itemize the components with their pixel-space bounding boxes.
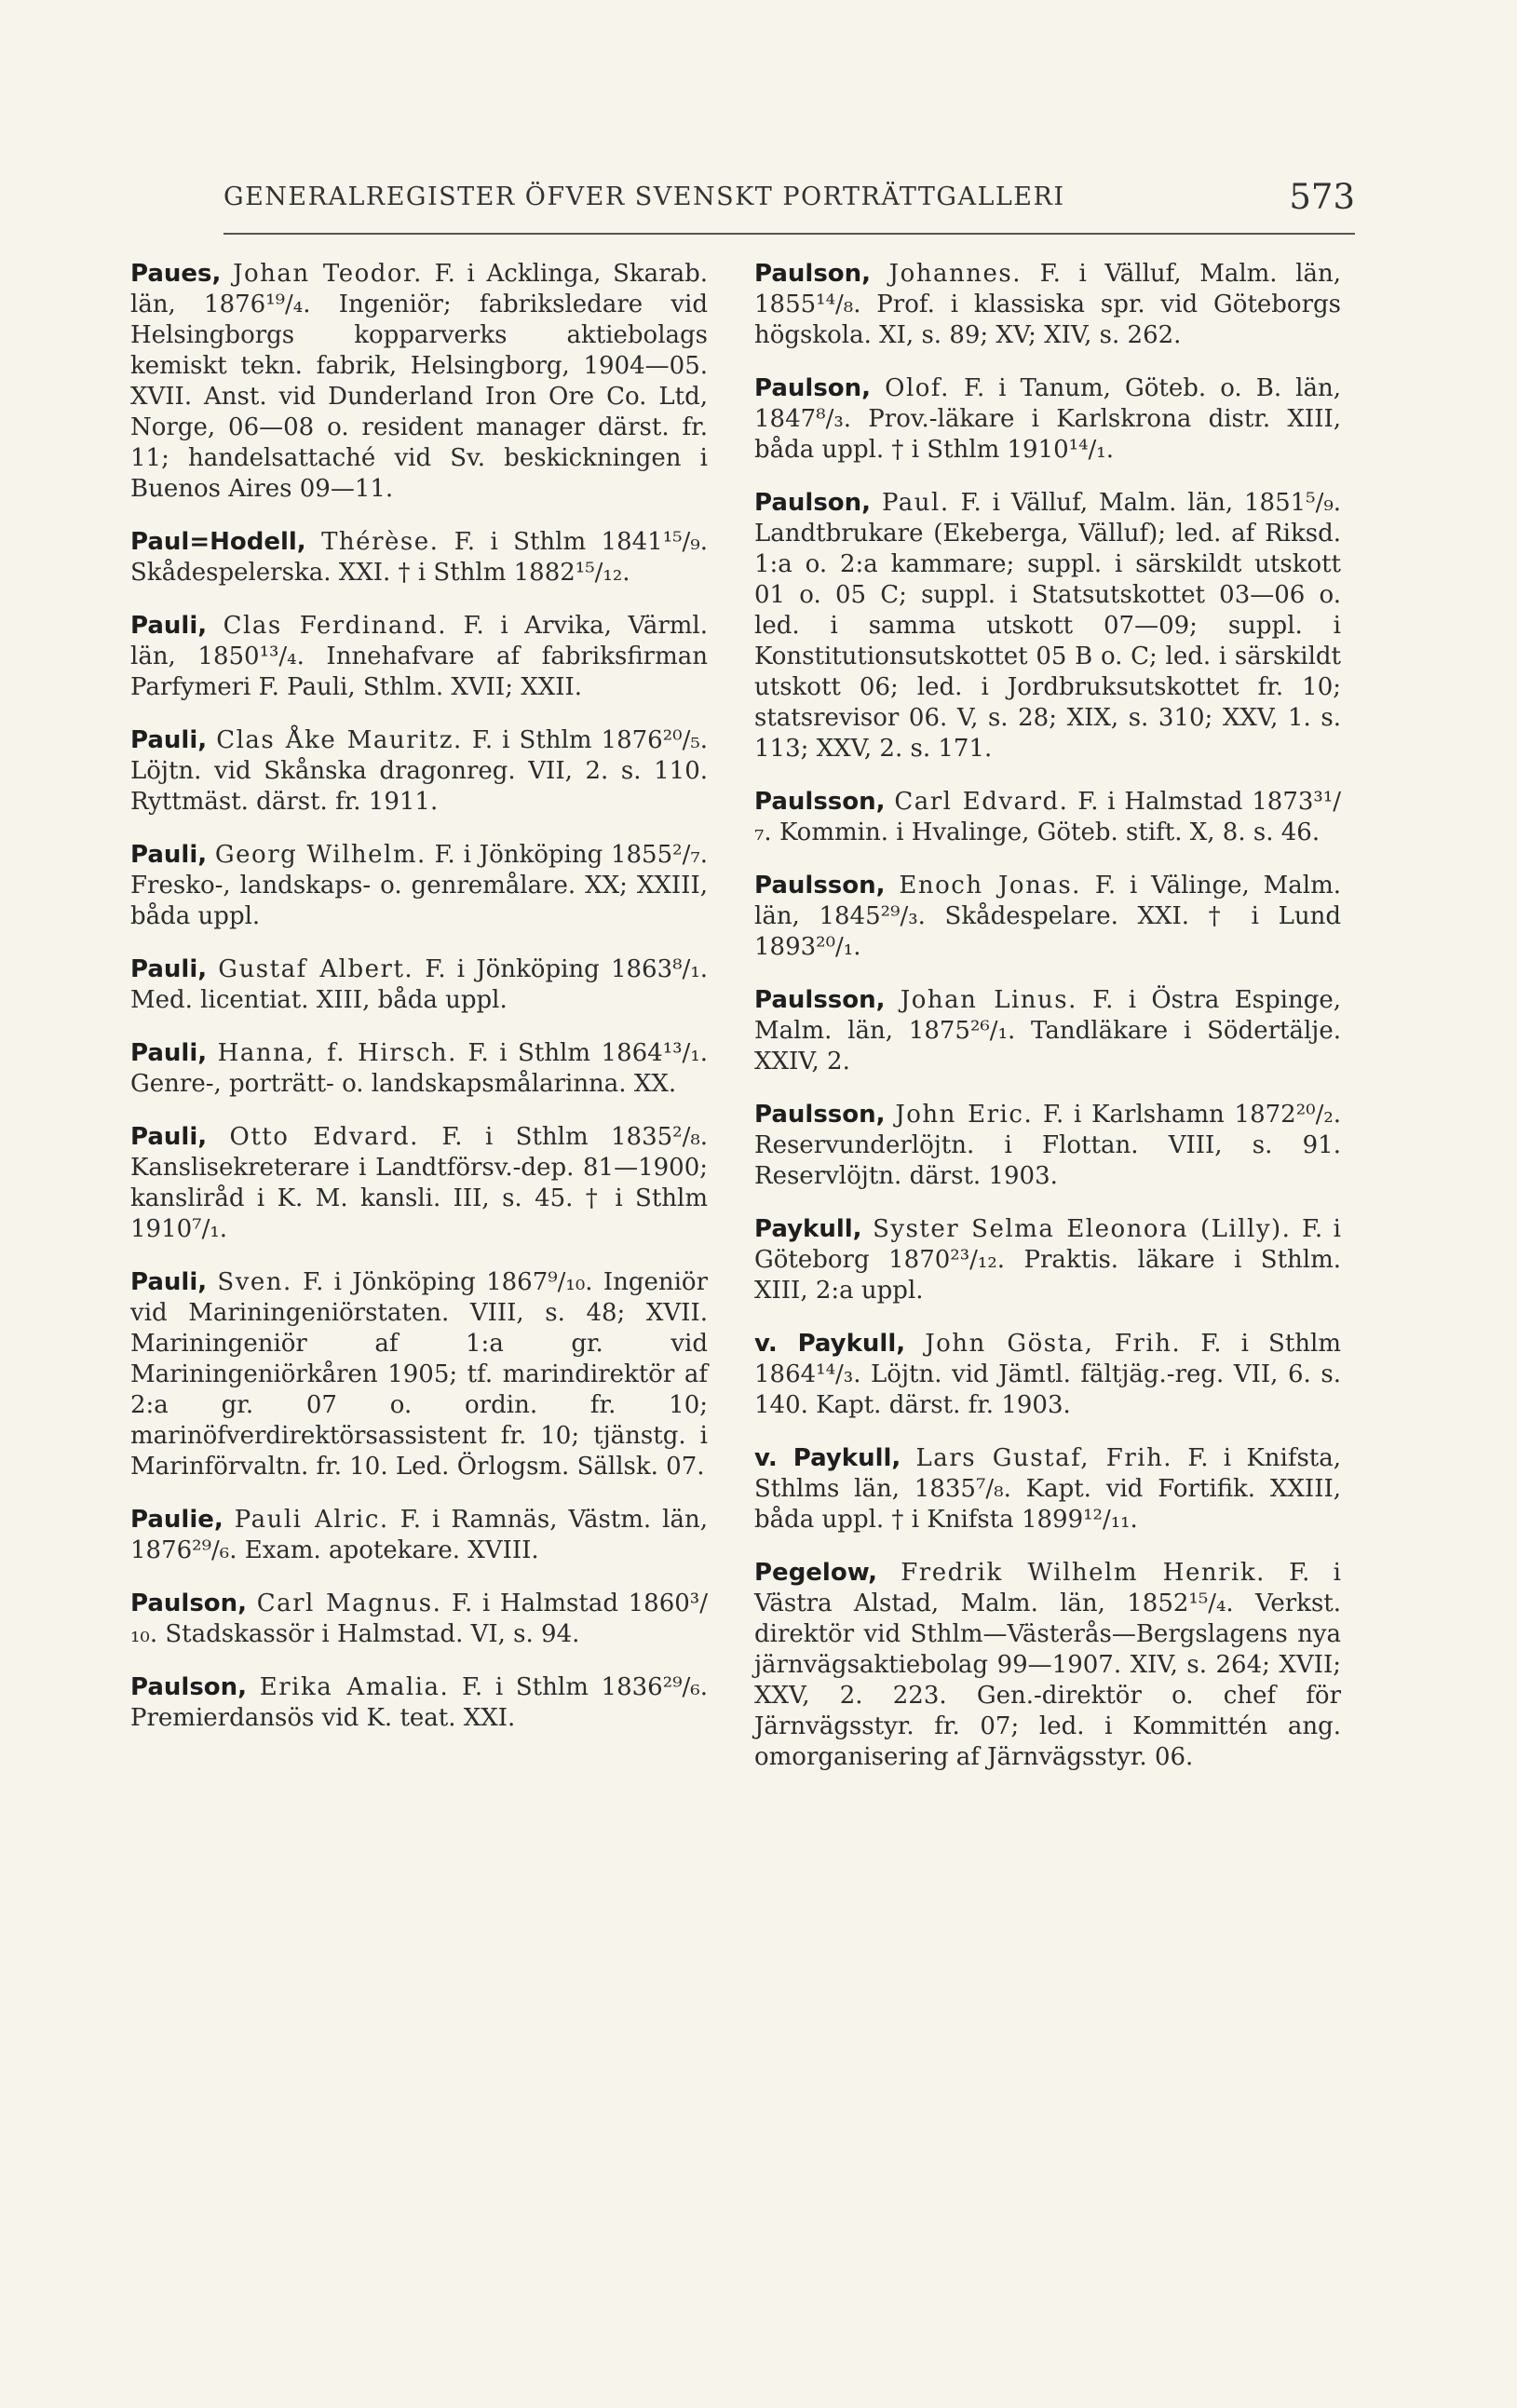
page-number: 573 <box>1289 177 1355 217</box>
entry-given-name: John Gösta, Frih. <box>925 1330 1182 1358</box>
entry-text: F. i Jönköping 1863⁸/₁. Med. licentiat. XIII, båda uppl. <box>130 955 709 1014</box>
entry-given-name: Enoch Jonas. <box>899 872 1081 900</box>
entry-text: F. i Sthlm 1864¹³/₁. Genre-, porträtt- o. landskapsmålarinna. XX. <box>130 1039 709 1098</box>
entry-text: F. i Sthlm 1841¹⁵/₉. Skådespelerska. XXI. † i Sthlm 1882¹⁵/₁₂. <box>130 528 708 587</box>
entry-given-name: Johan Linus. <box>900 986 1077 1014</box>
entry-given-name: Thérèse. <box>321 528 440 556</box>
entry-text: F. i Arvika, Värml. län, 1850¹³/₄. Innehafvare af fabriksfirman Parfymeri F. Pauli, Sthlm. XVII; XXII. <box>130 612 708 701</box>
register-entry <box>130 1672 708 1734</box>
entry-surname: Paulie, <box>130 1506 223 1534</box>
entry-surname: Paulson, <box>130 1590 248 1617</box>
entry-text: F. i Halmstad 1860³/₁₀. Stadskassör i Halmstad. VI, s. 94. <box>130 1590 708 1648</box>
register-entry <box>130 725 708 818</box>
entry-surname: Pauli, <box>130 726 208 754</box>
register-entry <box>130 259 708 505</box>
entry-text: F. i Karlshamn 1872²⁰/₂. Reservunderlöjtn. i Flottan. VIII, s. 91. Reservlöjtn. därst. 1903. <box>754 1101 1342 1190</box>
entry-text: F. i Sthlm 1836²⁹/₆. Premierdansös vid K. teat. XXI. <box>130 1673 708 1732</box>
entry-given-name: Carl Edvard. <box>894 788 1069 816</box>
register-entry <box>130 1122 708 1245</box>
register-entry <box>754 373 1341 466</box>
entry-surname: Pauli, <box>130 1039 208 1067</box>
register-entry <box>754 985 1341 1077</box>
entry-surname: Paulsson, <box>754 788 886 816</box>
entry-surname: Paulson, <box>754 489 872 517</box>
entry-text: F. i Jönköping 1867⁹/₁₀. Ingeniör vid Mariningeniörstaten. VIII, s. 48; XVII. Mariningeniör af 1:a gr. vid Mariningeniörkåren 1905; tf. marindirektör af 2:a gr. 07 o. ordin. fr. 10; marinöfverdirektörsassistent fr. 10; tjänstg. i Marinförvaltn. fr. 10. Led. Örlogsm. Sällsk. 07. <box>130 1268 709 1481</box>
entry-given-name: Pauli Alric. <box>234 1506 389 1534</box>
entry-text: F. i Västra Alstad, Malm. län, 1852¹⁵/₄. Verkst. direktör vid Sthlm—Västerås—Bergslagens nya järnvägsaktiebolag 99—1907. XIV, s. 264; XVII; XXV, 2. 223. Gen.-direktör o. chef för Järnvägsstyr. fr. 07; led. i Kommittén ang. omorganisering af Järnvägsstyr. 06. <box>754 1559 1341 1771</box>
entry-text: F. i Välluf, Malm. län, 1855¹⁴/₈. Prof. i klassiska spr. vid Göteborgs högskola. XI, s. 89; XV; XIV, s. 262. <box>754 260 1341 349</box>
entry-text: F. i Ramnäs, Västm. län, 1876²⁹/₆. Exam. apotekare. XVIII. <box>130 1506 709 1564</box>
entry-text: F. i Sthlm 1876²⁰/₅. Löjtn. vid Skånska dragonreg. VII, 2. s. 110. Ryttmäst. därst. fr. 1911. <box>130 726 709 816</box>
entry-surname: Paulson, <box>754 374 872 402</box>
register-entry <box>754 1214 1341 1306</box>
register-entry <box>130 1267 708 1482</box>
entry-surname: Paues, <box>130 260 222 288</box>
register-entry <box>130 954 708 1016</box>
entry-given-name: Syster Selma Eleonora (Lilly). <box>873 1215 1292 1243</box>
entry-given-name: Georg Wilhelm. <box>214 841 427 869</box>
entry-given-name: Paul. <box>881 489 950 517</box>
register-entry <box>754 871 1341 963</box>
entry-surname: Pauli, <box>130 612 208 640</box>
entry-given-name: Lars Gustaf, Frih. <box>915 1444 1173 1472</box>
entry-text: F. i Sthlm 1835²/₈. Kanslisekreterare i Landtförsv.-dep. 81—1900; kansliråd i K. M. kansli. III, s. 45. † i Sthlm 1910⁷/₁. <box>130 1123 709 1243</box>
entry-text: F. i Sthlm 1864¹⁴/₃. Löjtn. vid Jämtl. fältjäg.-reg. VII, 6. s. 140. Kapt. därst. fr. 1903. <box>754 1330 1342 1419</box>
entry-text: F. i Östra Espinge, Malm. län, 1875²⁶/₁. Tandläkare i Södertälje. XXIV, 2. <box>754 986 1341 1075</box>
entry-given-name: Erika Amalia. <box>259 1673 450 1701</box>
entry-given-name: Sven. <box>217 1268 292 1296</box>
entry-surname: Paulsson, <box>754 872 886 900</box>
entry-surname: v. Paykull, <box>754 1330 906 1358</box>
entry-given-name: Johannes. <box>888 260 1022 288</box>
register-entry <box>754 1443 1341 1535</box>
register-entry <box>754 787 1341 848</box>
entry-text: F. i Välinge, Malm. län, 1845²⁹/₃. Skådespelare. XXI. † i Lund 1893²⁰/₁. <box>754 872 1341 961</box>
entry-text: F. i Jönköping 1855²/₇. Fresko-, landskaps- o. genremålare. XX; XXIII, båda uppl. <box>130 841 709 930</box>
register-entry <box>130 1505 708 1566</box>
register-entry <box>754 488 1341 764</box>
entry-given-name: Johan Teodor. <box>233 260 423 288</box>
register-entry <box>130 1038 708 1100</box>
entry-surname: Paulsson, <box>754 986 886 1014</box>
right-column <box>754 259 1341 1795</box>
register-entry <box>130 611 708 703</box>
entry-surname: Paulson, <box>130 1673 248 1701</box>
header-title: GENERALREGISTER ÖFVER SVENSKT PORTRÄTTGALLERI <box>223 183 1065 211</box>
entry-surname: Pauli, <box>130 1268 208 1296</box>
entry-surname: Pauli, <box>130 841 208 869</box>
entry-text: F. i Göteborg 1870²³/₁₂. Praktis. läkare i Sthlm. XIII, 2:a uppl. <box>754 1215 1342 1305</box>
register-entry <box>754 1100 1341 1192</box>
entry-surname: Paykull, <box>754 1215 862 1243</box>
entry-given-name: Clas Åke Mauritz. <box>216 726 463 754</box>
entry-surname: Pauli, <box>130 955 208 983</box>
register-entry <box>130 527 708 588</box>
entry-text: F. i Knifsta, Sthlms län, 1835⁷/₈. Kapt. vid Fortifik. XXIII, båda uppl. † i Knifsta 1899¹²/₁₁. <box>754 1444 1342 1534</box>
entry-text: F. i Acklinga, Skarab. län, 1876¹⁹/₄. Ingeniör; fabriksledare vid Helsingborgs kopparverks aktiebolags kemiskt tekn. fabrik, Helsingborg, 1904—05. XVII. Anst. vid Dunderland Iron Ore Co. Ltd, Norge, 06—08 o. resident manager därst. fr. 11; handelsattaché vid Sv. beskickningen i Buenos Aires 09—11. <box>130 260 709 503</box>
entry-given-name: John Eric. <box>895 1101 1034 1129</box>
entry-given-name: Otto Edvard. <box>229 1123 419 1151</box>
entry-surname: Paulson, <box>754 260 872 288</box>
register-entry <box>130 1589 708 1650</box>
entry-text: F. i Tanum, Göteb. o. B. län, 1847⁸/₃. Prov.-läkare i Karlskrona distr. XIII, båda uppl. † i Sthlm 1910¹⁴/₁. <box>754 374 1342 464</box>
running-header <box>223 177 1355 235</box>
left-column <box>130 259 708 1756</box>
entry-surname: Pauli, <box>130 1123 208 1151</box>
entry-surname: Paul=Hodell, <box>130 528 306 556</box>
register-entry <box>754 259 1341 351</box>
register-entry <box>754 1329 1341 1421</box>
register-entry <box>754 1558 1341 1773</box>
register-entry <box>130 840 708 932</box>
entry-given-name: Hanna, f. Hirsch. <box>217 1039 457 1067</box>
entry-given-name: Gustaf Albert. <box>218 955 414 983</box>
entry-given-name: Olof. <box>885 374 950 402</box>
entry-surname: Pegelow, <box>754 1559 877 1587</box>
entry-given-name: Clas Ferdinand. <box>223 612 448 640</box>
entry-given-name: Fredrik Wilhelm Henrik. <box>901 1559 1266 1587</box>
entry-text: F. i Halmstad 1873³¹/₇. Kommin. i Hvalinge, Göteb. stift. X, 8. s. 46. <box>754 788 1342 846</box>
entry-surname: v. Paykull, <box>754 1444 901 1472</box>
entry-given-name: Carl Magnus. <box>256 1590 442 1617</box>
entry-surname: Paulsson, <box>754 1101 886 1129</box>
entry-text: F. i Välluf, Malm. län, 1851⁵/₉. Landtbrukare (Ekeberga, Välluf); led. af Riksd. 1:a o. 2:a kammare; suppl. i särskildt utskott 01 o. 05 C; suppl. i Statsutskottet 03—06 o. led. i samma utskott 07—09; suppl. i Konstitutionsutskottet 05 B o. C; led. i särskildt utskott 06; led. i Jordbruksutskottet fr. 10; statsrevisor 06. V, s. 28; XIX, s. 310; XXV, 1. s. 113; XXV, 2. s. 171. <box>754 489 1342 763</box>
